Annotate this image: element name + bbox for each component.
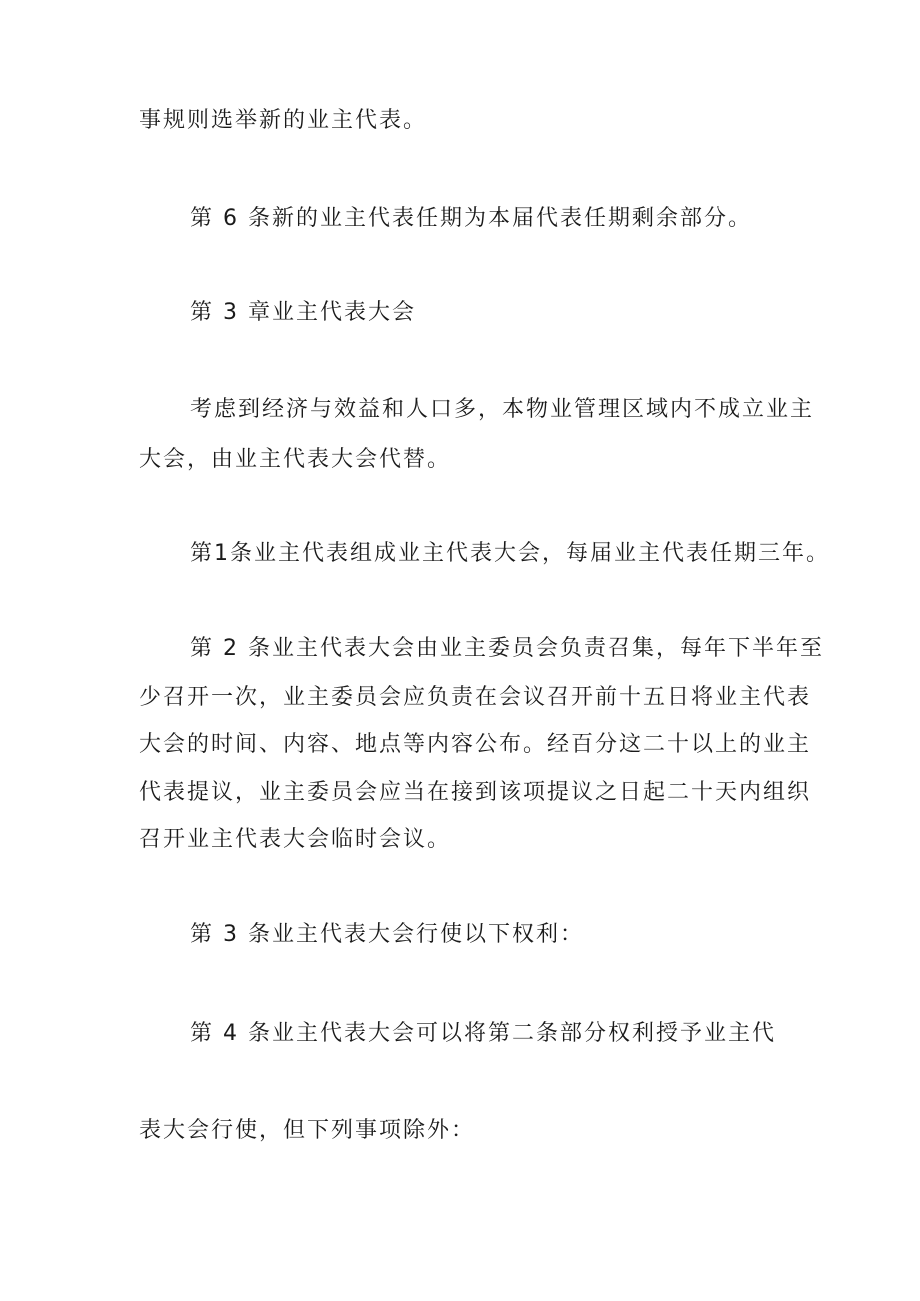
article-2-line-1: 第 2 条业主代表大会由业主委员会负责召集，每年下半年至 bbox=[190, 636, 824, 661]
intro-line-2: 大会，由业主代表大会代替。 bbox=[139, 447, 452, 472]
article-1-line: 第1条业主代表组成业主代表大会，每届业主代表任期三年。 bbox=[190, 541, 830, 566]
article-2-line-2: 少召开一次，业主委员会应负责在会议召开前十五日将业主代表 bbox=[139, 685, 812, 710]
chapter-3-heading: 第 3 章业主代表大会 bbox=[190, 300, 416, 325]
text-line-continuation: 事规则选举新的业主代表。 bbox=[139, 108, 428, 133]
article-4-line-1: 第 4 条业主代表大会可以将第二条部分权利授予业主代 bbox=[190, 1021, 776, 1046]
article-2-line-4: 代表提议，业主委员会应当在接到该项提议之日起二十天内组织 bbox=[139, 780, 812, 805]
article-3-line: 第 3 条业主代表大会行使以下权利： bbox=[190, 922, 584, 947]
article-6-line: 第 6 条新的业主代表任期为本届代表任期剩余部分。 bbox=[190, 206, 752, 231]
article-4-line-2: 表大会行使，但下列事项除外： bbox=[139, 1118, 476, 1143]
article-2-line-5: 召开业主代表大会临时会议。 bbox=[139, 827, 452, 852]
article-2-line-3: 大会的时间、内容、地点等内容公布。经百分这二十以上的业主 bbox=[139, 732, 812, 757]
intro-line-1: 考虑到经济与效益和人口多，本物业管理区域内不成立业主 bbox=[190, 397, 815, 422]
